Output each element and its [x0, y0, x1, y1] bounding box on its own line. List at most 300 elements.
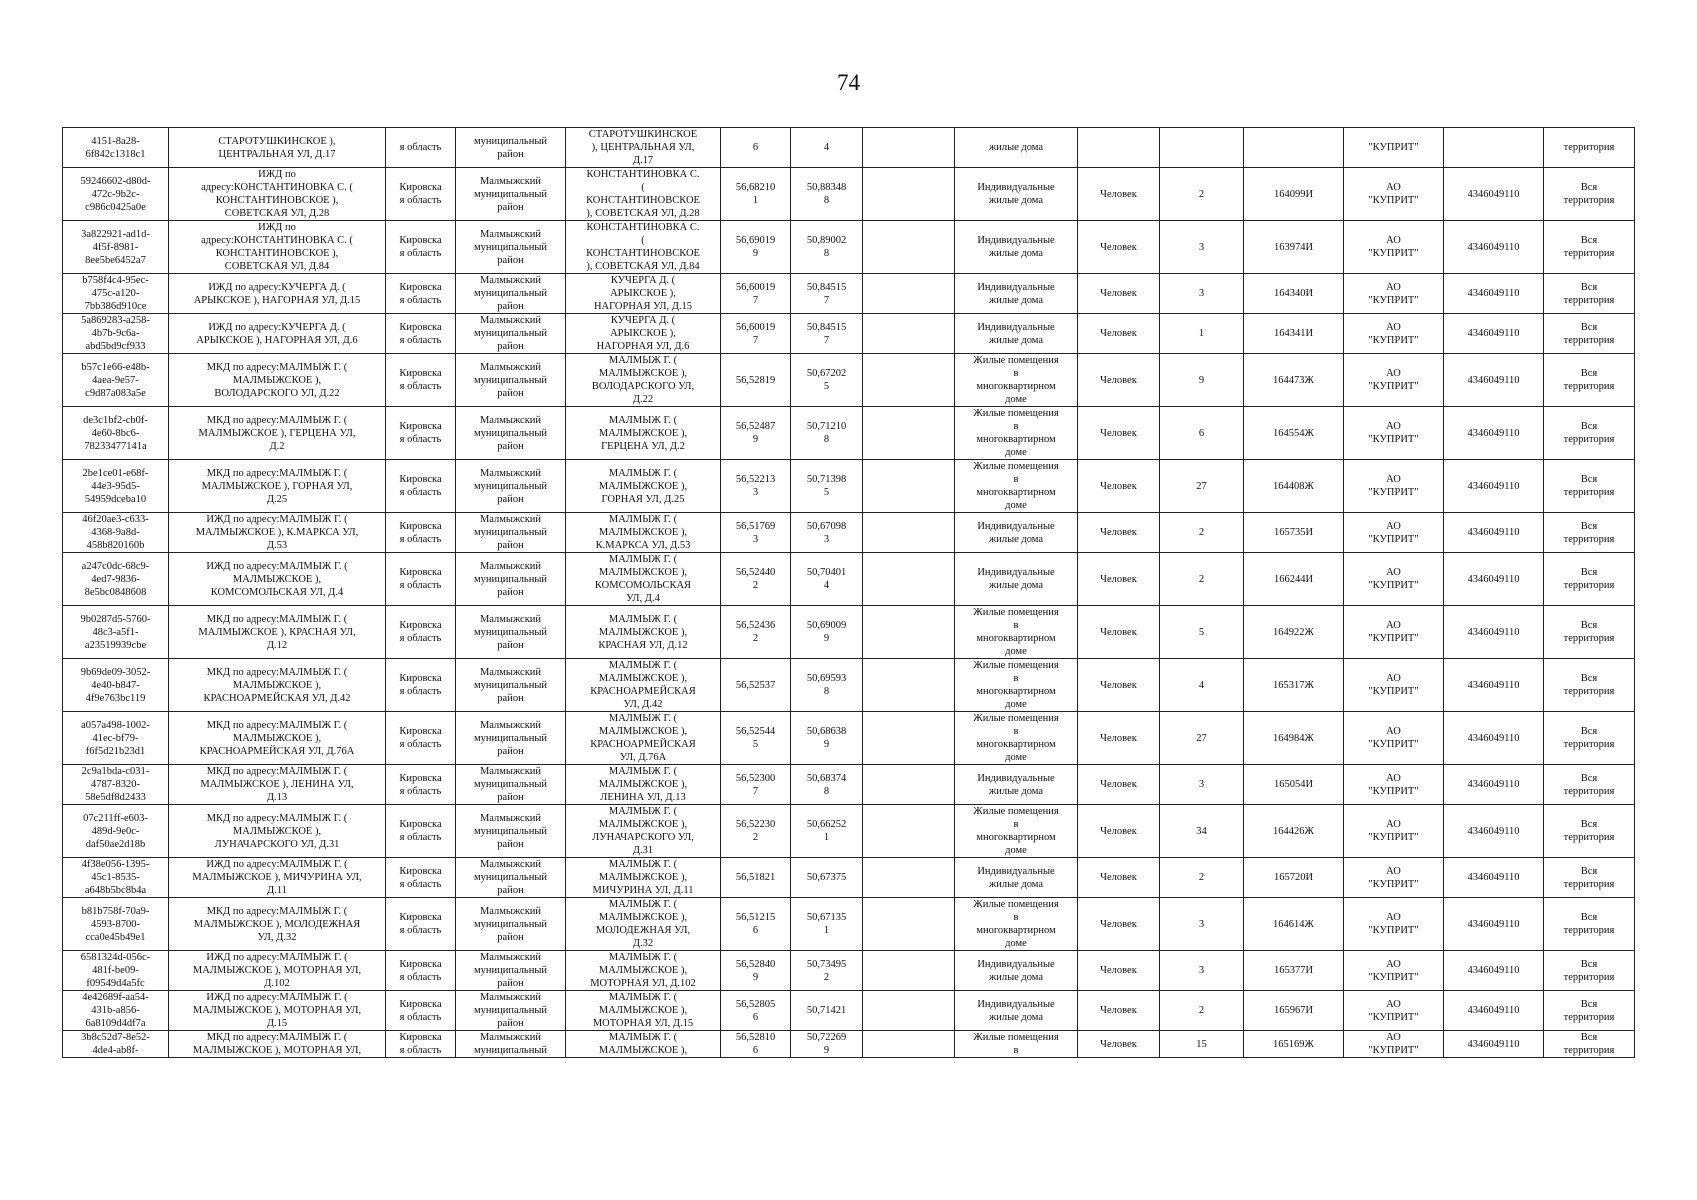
region-cell: Кировска я область [386, 858, 456, 898]
account-number-cell: 164922Ж [1244, 606, 1344, 659]
object-guid-cell: 2c9a1bda-c031- 4787-8320- 58e5df8d2433 [63, 765, 169, 805]
longitude-cell: 4 [791, 128, 863, 168]
longitude-cell: 50,71421 [791, 991, 863, 1031]
district-cell: Малмыжский муниципальный район [456, 712, 566, 765]
unit-cell: Человек [1078, 460, 1160, 513]
object-guid-cell: 6581324d-056c- 481f-be09- f09549d4a5fc [63, 951, 169, 991]
unit-cell [1078, 128, 1160, 168]
table-row [63, 951, 1635, 991]
territory-cell: Вся территория [1544, 460, 1635, 513]
object-type-cell: Индивидуальные жилые дома [955, 314, 1078, 354]
table-row [63, 659, 1635, 712]
empty-cell [863, 805, 955, 858]
district-cell: Малмыжский муниципальный район [456, 221, 566, 274]
empty-cell [863, 1031, 955, 1058]
object-address-cell: МКД по адресу:МАЛМЫЖ Г. ( МАЛМЫЖСКОЕ ), КРАСНАЯ УЛ, Д.12 [169, 606, 386, 659]
object-address-cell: МКД по адресу:МАЛМЫЖ Г. ( МАЛМЫЖСКОЕ ), МОТОРНАЯ УЛ, [169, 1031, 386, 1058]
region-cell: Кировска я область [386, 553, 456, 606]
territory-cell: Вся территория [1544, 274, 1635, 314]
longitude-cell: 50,84515 7 [791, 274, 863, 314]
latitude-cell: 56,68210 1 [721, 168, 791, 221]
object-guid-cell: a247c0dc-68c9- 4ed7-9836- 8e5bc0848608 [63, 553, 169, 606]
object-guid-cell: 07c211ff-e603- 489d-9e0c- daf50ae2d18b [63, 805, 169, 858]
object-guid-cell: 9b69de09-3052- 4e40-b847- 4f9e763bc119 [63, 659, 169, 712]
account-number-cell: 166244И [1244, 553, 1344, 606]
longitude-cell: 50,66252 1 [791, 805, 863, 858]
territory-cell: Вся территория [1544, 1031, 1635, 1058]
location-cell: КОНСТАНТИНОВКА С. ( КОНСТАНТИНОВСКОЕ ), СОВЕТСКАЯ УЛ, Д.84 [566, 221, 721, 274]
table-row [63, 513, 1635, 553]
object-type-cell: Жилые помещения в многоквартирном доме [955, 898, 1078, 951]
latitude-cell: 56,51821 [721, 858, 791, 898]
residents-count-cell: 3 [1160, 274, 1244, 314]
residents-count-cell: 3 [1160, 765, 1244, 805]
object-type-cell: Индивидуальные жилые дома [955, 951, 1078, 991]
account-number-cell: 164099И [1244, 168, 1344, 221]
table-row [63, 712, 1635, 765]
account-number-cell: 163974И [1244, 221, 1344, 274]
latitude-cell: 56,52213 3 [721, 460, 791, 513]
object-address-cell: ИЖД по адресу:МАЛМЫЖ Г. ( МАЛМЫЖСКОЕ ), К.МАРКСА УЛ, Д.53 [169, 513, 386, 553]
empty-cell [863, 274, 955, 314]
location-cell: КУЧЕРГА Д. ( АРЫКСКОЕ ), НАГОРНАЯ УЛ, Д.6 [566, 314, 721, 354]
empty-cell [863, 460, 955, 513]
object-address-cell: МКД по адресу:МАЛМЫЖ Г. ( МАЛМЫЖСКОЕ ), КРАСНОАРМЕЙСКАЯ УЛ, Д.42 [169, 659, 386, 712]
empty-cell [863, 513, 955, 553]
object-type-cell: Индивидуальные жилые дома [955, 991, 1078, 1031]
object-type-cell: Жилые помещения в многоквартирном доме [955, 407, 1078, 460]
territory-cell: Вся территория [1544, 606, 1635, 659]
object-type-cell: Жилые помещения в многоквартирном доме [955, 460, 1078, 513]
object-type-cell: Жилые помещения в многоквартирном доме [955, 805, 1078, 858]
unit-cell: Человек [1078, 407, 1160, 460]
object-type-cell: Индивидуальные жилые дома [955, 221, 1078, 274]
object-type-cell: Жилые помещения в [955, 1031, 1078, 1058]
object-guid-cell: 4e42689f-aa54- 431b-a856- 6a8109d4df7a [63, 991, 169, 1031]
district-cell: Малмыжский муниципальный район [456, 606, 566, 659]
object-guid-cell: 4151-8a28- 6f842c1318c1 [63, 128, 169, 168]
object-guid-cell: a057a498-1002- 41ec-bf79- f6f5d21b23d1 [63, 712, 169, 765]
table-row [63, 805, 1635, 858]
inn-cell: 4346049110 [1444, 898, 1544, 951]
object-guid-cell: b81b758f-70a9- 4593-8700- cca0e45b49e1 [63, 898, 169, 951]
company-name-cell: АО "КУПРИТ" [1344, 805, 1444, 858]
residents-count-cell: 3 [1160, 221, 1244, 274]
inn-cell: 4346049110 [1444, 1031, 1544, 1058]
empty-cell [863, 407, 955, 460]
location-cell: МАЛМЫЖ Г. ( МАЛМЫЖСКОЕ ), МОТОРНАЯ УЛ, Д.15 [566, 991, 721, 1031]
region-cell: Кировска я область [386, 951, 456, 991]
empty-cell [863, 553, 955, 606]
latitude-cell: 56,52436 2 [721, 606, 791, 659]
region-cell: Кировска я область [386, 354, 456, 407]
account-number-cell: 165967И [1244, 991, 1344, 1031]
company-name-cell: АО "КУПРИТ" [1344, 858, 1444, 898]
object-address-cell: ИЖД по адресу:МАЛМЫЖ Г. ( МАЛМЫЖСКОЕ ), МИЧУРИНА УЛ, Д.11 [169, 858, 386, 898]
territory-cell: Вся территория [1544, 553, 1635, 606]
object-type-cell: Жилые помещения в многоквартирном доме [955, 354, 1078, 407]
location-cell: МАЛМЫЖ Г. ( МАЛМЫЖСКОЕ ), КРАСНОАРМЕЙСКАЯ УЛ, Д.76А [566, 712, 721, 765]
object-guid-cell: 3a822921-ad1d- 4f5f-8981- 8ee5be6452a7 [63, 221, 169, 274]
residents-count-cell: 27 [1160, 712, 1244, 765]
unit-cell: Человек [1078, 991, 1160, 1031]
location-cell: СТАРОТУШКИНСКОЕ ), ЦЕНТРАЛЬНАЯ УЛ, Д.17 [566, 128, 721, 168]
object-type-cell: Индивидуальные жилые дома [955, 513, 1078, 553]
location-cell: МАЛМЫЖ Г. ( МАЛМЫЖСКОЕ ), К.МАРКСА УЛ, Д.53 [566, 513, 721, 553]
object-guid-cell: 4f38e056-1395- 45c1-8535- a648b5bc8b4a [63, 858, 169, 898]
territory-cell: Вся территория [1544, 354, 1635, 407]
company-name-cell: АО "КУПРИТ" [1344, 314, 1444, 354]
company-name-cell: АО "КУПРИТ" [1344, 460, 1444, 513]
district-cell: Малмыжский муниципальный район [456, 314, 566, 354]
longitude-cell: 50,88348 8 [791, 168, 863, 221]
longitude-cell: 50,69009 9 [791, 606, 863, 659]
residents-count-cell: 27 [1160, 460, 1244, 513]
location-cell: МАЛМЫЖ Г. ( МАЛМЫЖСКОЕ ), [566, 1031, 721, 1058]
company-name-cell: АО "КУПРИТ" [1344, 606, 1444, 659]
company-name-cell: АО "КУПРИТ" [1344, 274, 1444, 314]
district-cell: Малмыжский муниципальный район [456, 898, 566, 951]
longitude-cell: 50,67135 1 [791, 898, 863, 951]
table-row [63, 1031, 1635, 1058]
company-name-cell: АО "КУПРИТ" [1344, 354, 1444, 407]
longitude-cell: 50,67098 3 [791, 513, 863, 553]
unit-cell: Человек [1078, 606, 1160, 659]
object-address-cell: ИЖД по адресу:МАЛМЫЖ Г. ( МАЛМЫЖСКОЕ ), МОТОРНАЯ УЛ, Д.102 [169, 951, 386, 991]
inn-cell: 4346049110 [1444, 951, 1544, 991]
object-type-cell: жилые дома [955, 128, 1078, 168]
object-address-cell: МКД по адресу:МАЛМЫЖ Г. ( МАЛМЫЖСКОЕ ), ГЕРЦЕНА УЛ, Д.2 [169, 407, 386, 460]
region-cell: Кировска я область [386, 460, 456, 513]
region-cell: Кировска я область [386, 1031, 456, 1058]
object-address-cell: МКД по адресу:МАЛМЫЖ Г. ( МАЛМЫЖСКОЕ ), ВОЛОДАРСКОГО УЛ, Д.22 [169, 354, 386, 407]
territory-cell: Вся территория [1544, 659, 1635, 712]
account-number-cell: 164341И [1244, 314, 1344, 354]
district-cell: Малмыжский муниципальный район [456, 765, 566, 805]
empty-cell [863, 858, 955, 898]
company-name-cell: АО "КУПРИТ" [1344, 168, 1444, 221]
company-name-cell: АО "КУПРИТ" [1344, 898, 1444, 951]
object-guid-cell: 59246602-d80d- 472c-9b2c- c986c0425a0e [63, 168, 169, 221]
object-address-cell: ИЖД по адресу:КУЧЕРГА Д. ( АРЫКСКОЕ ), НАГОРНАЯ УЛ, Д.15 [169, 274, 386, 314]
region-cell: Кировска я область [386, 606, 456, 659]
location-cell: МАЛМЫЖ Г. ( МАЛМЫЖСКОЕ ), КОМСОМОЛЬСКАЯ УЛ, Д.4 [566, 553, 721, 606]
region-cell: я область [386, 128, 456, 168]
region-cell: Кировска я область [386, 991, 456, 1031]
object-guid-cell: b758f4c4-95ec- 475c-a120- 7bb386d910ce [63, 274, 169, 314]
object-guid-cell: 2be1ce01-e68f- 44e3-95d5- 54959dceba10 [63, 460, 169, 513]
unit-cell: Человек [1078, 168, 1160, 221]
location-cell: МАЛМЫЖ Г. ( МАЛМЫЖСКОЕ ), ЛЕНИНА УЛ, Д.13 [566, 765, 721, 805]
unit-cell: Человек [1078, 1031, 1160, 1058]
account-number-cell: 164408Ж [1244, 460, 1344, 513]
residents-count-cell: 9 [1160, 354, 1244, 407]
account-number-cell: 165054И [1244, 765, 1344, 805]
inn-cell: 4346049110 [1444, 513, 1544, 553]
company-name-cell: АО "КУПРИТ" [1344, 659, 1444, 712]
residents-count-cell: 6 [1160, 407, 1244, 460]
object-type-cell: Индивидуальные жилые дома [955, 274, 1078, 314]
territory-cell: Вся территория [1544, 314, 1635, 354]
residents-count-cell: 2 [1160, 991, 1244, 1031]
object-address-cell: ИЖД по адресу:КОНСТАНТИНОВКА С. ( КОНСТАНТИНОВСКОЕ ), СОВЕТСКАЯ УЛ, Д.84 [169, 221, 386, 274]
inn-cell: 4346049110 [1444, 460, 1544, 513]
empty-cell [863, 951, 955, 991]
region-cell: Кировска я область [386, 168, 456, 221]
latitude-cell: 56,52805 6 [721, 991, 791, 1031]
location-cell: МАЛМЫЖ Г. ( МАЛМЫЖСКОЕ ), КРАСНОАРМЕЙСКАЯ УЛ, Д.42 [566, 659, 721, 712]
inn-cell: 4346049110 [1444, 805, 1544, 858]
object-address-cell: ИЖД по адресу:МАЛМЫЖ Г. ( МАЛМЫЖСКОЕ ), КОМСОМОЛЬСКАЯ УЛ, Д.4 [169, 553, 386, 606]
longitude-cell: 50,89002 8 [791, 221, 863, 274]
longitude-cell: 50,72269 9 [791, 1031, 863, 1058]
location-cell: МАЛМЫЖ Г. ( МАЛМЫЖСКОЕ ), ГЕРЦЕНА УЛ, Д.2 [566, 407, 721, 460]
table-row [63, 274, 1635, 314]
table-row [63, 128, 1635, 168]
residents-count-cell: 2 [1160, 553, 1244, 606]
district-cell: Малмыжский муниципальный район [456, 460, 566, 513]
residents-count-cell: 3 [1160, 898, 1244, 951]
region-cell: Кировска я область [386, 765, 456, 805]
longitude-cell: 50,70401 4 [791, 553, 863, 606]
object-type-cell: Индивидуальные жилые дома [955, 553, 1078, 606]
empty-cell [863, 354, 955, 407]
account-number-cell: 164554Ж [1244, 407, 1344, 460]
empty-cell [863, 168, 955, 221]
company-name-cell: АО "КУПРИТ" [1344, 513, 1444, 553]
table-row [63, 354, 1635, 407]
residents-count-cell: 4 [1160, 659, 1244, 712]
territory-cell: Вся территория [1544, 765, 1635, 805]
unit-cell: Человек [1078, 805, 1160, 858]
territory-cell: Вся территория [1544, 951, 1635, 991]
location-cell: МАЛМЫЖ Г. ( МАЛМЫЖСКОЕ ), МОТОРНАЯ УЛ, Д.102 [566, 951, 721, 991]
table-row [63, 407, 1635, 460]
longitude-cell: 50,73495 2 [791, 951, 863, 991]
district-cell: Малмыжский муниципальный район [456, 659, 566, 712]
location-cell: МАЛМЫЖ Г. ( МАЛМЫЖСКОЕ ), ГОРНАЯ УЛ, Д.25 [566, 460, 721, 513]
territory-cell: Вся территория [1544, 898, 1635, 951]
territory-cell: Вся территория [1544, 221, 1635, 274]
object-address-cell: МКД по адресу:МАЛМЫЖ Г. ( МАЛМЫЖСКОЕ ), МОЛОДЕЖНАЯ УЛ, Д.32 [169, 898, 386, 951]
inn-cell: 4346049110 [1444, 606, 1544, 659]
longitude-cell: 50,67375 [791, 858, 863, 898]
region-cell: Кировска я область [386, 659, 456, 712]
district-cell: Малмыжский муниципальный район [456, 951, 566, 991]
location-cell: КОНСТАНТИНОВКА С. ( КОНСТАНТИНОВСКОЕ ), СОВЕТСКАЯ УЛ, Д.28 [566, 168, 721, 221]
account-number-cell: 164984Ж [1244, 712, 1344, 765]
account-number-cell: 165169Ж [1244, 1031, 1344, 1058]
company-name-cell: АО "КУПРИТ" [1344, 221, 1444, 274]
object-address-cell: МКД по адресу:МАЛМЫЖ Г. ( МАЛМЫЖСКОЕ ), ГОРНАЯ УЛ, Д.25 [169, 460, 386, 513]
object-guid-cell: 3b8c52d7-8e52- 4de4-ab8f- [63, 1031, 169, 1058]
latitude-cell: 56,52544 5 [721, 712, 791, 765]
region-cell: Кировска я область [386, 274, 456, 314]
object-guid-cell: de3c1bf2-cb0f- 4e60-8bc6- 78233477141a [63, 407, 169, 460]
object-address-cell: ИЖД по адресу:МАЛМЫЖ Г. ( МАЛМЫЖСКОЕ ), МОТОРНАЯ УЛ, Д.15 [169, 991, 386, 1031]
location-cell: МАЛМЫЖ Г. ( МАЛМЫЖСКОЕ ), МОЛОДЕЖНАЯ УЛ, Д.32 [566, 898, 721, 951]
table-row [63, 606, 1635, 659]
object-address-cell: ИЖД по адресу:КОНСТАНТИНОВКА С. ( КОНСТАНТИНОВСКОЕ ), СОВЕТСКАЯ УЛ, Д.28 [169, 168, 386, 221]
region-cell: Кировска я область [386, 805, 456, 858]
district-cell: Малмыжский муниципальный район [456, 805, 566, 858]
account-number-cell [1244, 128, 1344, 168]
object-guid-cell: 5a869283-a258- 4b7b-9c6a- abd5bd9cf933 [63, 314, 169, 354]
account-number-cell: 165720И [1244, 858, 1344, 898]
latitude-cell: 56,69019 9 [721, 221, 791, 274]
company-name-cell: АО "КУПРИТ" [1344, 765, 1444, 805]
inn-cell: 4346049110 [1444, 274, 1544, 314]
district-cell: Малмыжский муниципальный район [456, 553, 566, 606]
company-name-cell: АО "КУПРИТ" [1344, 553, 1444, 606]
account-number-cell: 164426Ж [1244, 805, 1344, 858]
table-row [63, 221, 1635, 274]
latitude-cell: 56,52819 [721, 354, 791, 407]
inn-cell: 4346049110 [1444, 858, 1544, 898]
account-number-cell: 165317Ж [1244, 659, 1344, 712]
unit-cell: Человек [1078, 659, 1160, 712]
district-cell: Малмыжский муниципальный район [456, 274, 566, 314]
location-cell: КУЧЕРГА Д. ( АРЫКСКОЕ ), НАГОРНАЯ УЛ, Д.15 [566, 274, 721, 314]
latitude-cell: 56,51215 6 [721, 898, 791, 951]
location-cell: МАЛМЫЖ Г. ( МАЛМЫЖСКОЕ ), ЛУНАЧАРСКОГО УЛ, Д.31 [566, 805, 721, 858]
territory-cell: Вся территория [1544, 991, 1635, 1031]
residents-count-cell: 1 [1160, 314, 1244, 354]
unit-cell: Человек [1078, 221, 1160, 274]
inn-cell: 4346049110 [1444, 314, 1544, 354]
longitude-cell: 50,68374 8 [791, 765, 863, 805]
object-address-cell: МКД по адресу:МАЛМЫЖ Г. ( МАЛМЫЖСКОЕ ), ЛУНАЧАРСКОГО УЛ, Д.31 [169, 805, 386, 858]
territory-cell: Вся территория [1544, 712, 1635, 765]
district-cell: Малмыжский муниципальный район [456, 354, 566, 407]
residents-count-cell: 34 [1160, 805, 1244, 858]
unit-cell: Человек [1078, 314, 1160, 354]
residents-count-cell: 15 [1160, 1031, 1244, 1058]
unit-cell: Человек [1078, 765, 1160, 805]
district-cell: Малмыжский муниципальный район [456, 407, 566, 460]
table-row [63, 765, 1635, 805]
company-name-cell: АО "КУПРИТ" [1344, 407, 1444, 460]
territory-cell: Вся территория [1544, 168, 1635, 221]
district-cell: Малмыжский муниципальный [456, 1031, 566, 1058]
inn-cell [1444, 128, 1544, 168]
latitude-cell: 56,52230 2 [721, 805, 791, 858]
unit-cell: Человек [1078, 513, 1160, 553]
inn-cell: 4346049110 [1444, 168, 1544, 221]
region-cell: Кировска я область [386, 407, 456, 460]
region-cell: Кировска я область [386, 898, 456, 951]
table-row [63, 991, 1635, 1031]
empty-cell [863, 314, 955, 354]
table-row [63, 553, 1635, 606]
region-cell: Кировска я область [386, 712, 456, 765]
object-guid-cell: b57c1e66-e48b- 4aea-9e57- c9d87a083a5e [63, 354, 169, 407]
district-cell: Малмыжский муниципальный район [456, 991, 566, 1031]
latitude-cell: 56,52840 9 [721, 951, 791, 991]
object-guid-cell: 46f20ae3-c633- 4368-9a8d- 458b820160b [63, 513, 169, 553]
latitude-cell: 56,52537 [721, 659, 791, 712]
table-row [63, 168, 1635, 221]
inn-cell: 4346049110 [1444, 407, 1544, 460]
inn-cell: 4346049110 [1444, 659, 1544, 712]
longitude-cell: 50,71210 8 [791, 407, 863, 460]
table-row [63, 314, 1635, 354]
empty-cell [863, 221, 955, 274]
empty-cell [863, 765, 955, 805]
latitude-cell: 56,52300 7 [721, 765, 791, 805]
inn-cell: 4346049110 [1444, 712, 1544, 765]
unit-cell: Человек [1078, 712, 1160, 765]
longitude-cell: 50,68638 9 [791, 712, 863, 765]
company-name-cell: "КУПРИТ" [1344, 128, 1444, 168]
territory-cell: Вся территория [1544, 513, 1635, 553]
unit-cell: Человек [1078, 553, 1160, 606]
latitude-cell: 56,52487 9 [721, 407, 791, 460]
table-row [63, 858, 1635, 898]
unit-cell: Человек [1078, 898, 1160, 951]
latitude-cell: 56,51769 3 [721, 513, 791, 553]
district-cell: муниципальный район [456, 128, 566, 168]
latitude-cell: 56,60019 7 [721, 314, 791, 354]
territory-cell: территория [1544, 128, 1635, 168]
district-cell: Малмыжский муниципальный район [456, 168, 566, 221]
empty-cell [863, 606, 955, 659]
latitude-cell: 6 [721, 128, 791, 168]
longitude-cell: 50,67202 5 [791, 354, 863, 407]
residents-count-cell: 2 [1160, 168, 1244, 221]
object-address-cell: ИЖД по адресу:КУЧЕРГА Д. ( АРЫКСКОЕ ), НАГОРНАЯ УЛ, Д.6 [169, 314, 386, 354]
unit-cell: Человек [1078, 858, 1160, 898]
region-cell: Кировска я область [386, 221, 456, 274]
residents-count-cell [1160, 128, 1244, 168]
location-cell: МАЛМЫЖ Г. ( МАЛМЫЖСКОЕ ), ВОЛОДАРСКОГО УЛ, Д.22 [566, 354, 721, 407]
empty-cell [863, 712, 955, 765]
company-name-cell: АО "КУПРИТ" [1344, 991, 1444, 1031]
unit-cell: Человек [1078, 951, 1160, 991]
company-name-cell: АО "КУПРИТ" [1344, 951, 1444, 991]
object-address-cell: СТАРОТУШКИНСКОЕ ), ЦЕНТРАЛЬНАЯ УЛ, Д.17 [169, 128, 386, 168]
inn-cell: 4346049110 [1444, 221, 1544, 274]
table-row [63, 460, 1635, 513]
object-type-cell: Индивидуальные жилые дома [955, 765, 1078, 805]
empty-cell [863, 991, 955, 1031]
territory-cell: Вся территория [1544, 858, 1635, 898]
longitude-cell: 50,84515 7 [791, 314, 863, 354]
inn-cell: 4346049110 [1444, 991, 1544, 1031]
page-number: 74 [837, 70, 860, 95]
territory-cell: Вся территория [1544, 805, 1635, 858]
territory-cell: Вся территория [1544, 407, 1635, 460]
inn-cell: 4346049110 [1444, 354, 1544, 407]
residents-count-cell: 5 [1160, 606, 1244, 659]
longitude-cell: 50,71398 5 [791, 460, 863, 513]
residents-count-cell: 2 [1160, 858, 1244, 898]
object-type-cell: Жилые помещения в многоквартирном доме [955, 606, 1078, 659]
latitude-cell: 56,60019 7 [721, 274, 791, 314]
empty-cell [863, 659, 955, 712]
empty-cell [863, 128, 955, 168]
account-number-cell: 165735И [1244, 513, 1344, 553]
latitude-cell: 56,52810 6 [721, 1031, 791, 1058]
residents-count-cell: 2 [1160, 513, 1244, 553]
region-cell: Кировска я область [386, 513, 456, 553]
object-type-cell: Индивидуальные жилые дома [955, 858, 1078, 898]
district-cell: Малмыжский муниципальный район [456, 858, 566, 898]
location-cell: МАЛМЫЖ Г. ( МАЛМЫЖСКОЕ ), КРАСНАЯ УЛ, Д.12 [566, 606, 721, 659]
object-type-cell: Индивидуальные жилые дома [955, 168, 1078, 221]
object-type-cell: Жилые помещения в многоквартирном доме [955, 712, 1078, 765]
registry-table-body [63, 128, 1635, 1058]
